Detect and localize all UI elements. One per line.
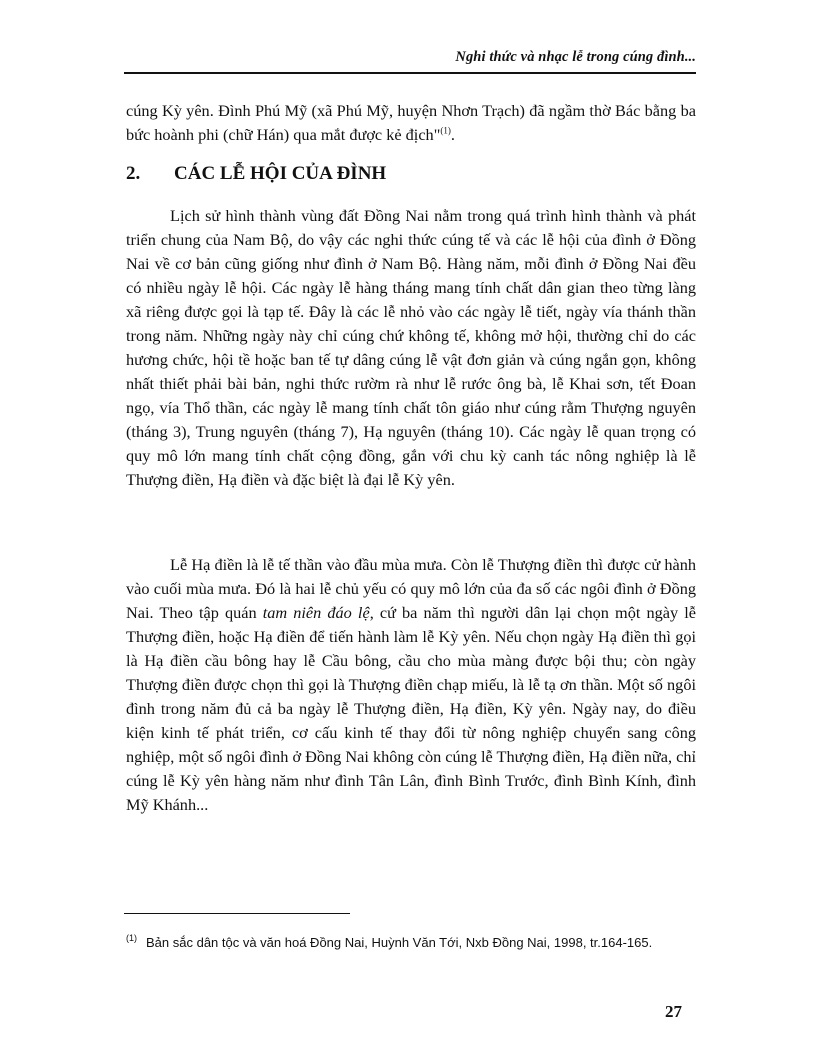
section-number: 2. <box>126 163 141 184</box>
footnote-mark: (1) <box>126 933 137 943</box>
paragraph-2-text-end: , cứ ba năm thì người dân lại chọn một ngày lễ Thượng điền, hoặc Hạ điền để tiến hành làm lễ Kỳ yên. Nếu chọn ngày Hạ điền thì gọi là Hạ điền cầu bông hay lễ Cầu bông, cầu cho mùa màng được bội thu; còn ngày Thượng điền được chọn thì gọi là Thượng điền chạp miếu, là lễ tạ ơn thần. Một số ngôi đình trong năm đủ cả ba ngày lễ Thượng điền, Hạ điền, Kỳ yên. Ngày nay, do điều kiện kinh tế phát triển, cơ cấu kinh tế thay đổi từ nông nghiệp chuyển sang công nghiệp, một số ngôi đình ở Đồng Nai không còn cúng lễ Thượng điền, Hạ điền nữa, chỉ cúng lễ Kỳ yên hàng năm như đình Tân Lân, đình Bình Trước, đình Bình Kính, đình Mỹ Khánh... <box>126 603 697 814</box>
section-title: CÁC LỄ HỘI CỦA ĐÌNH <box>174 163 387 184</box>
continued-text: cúng Kỳ yên. Đình Phú Mỹ (xã Phú Mỹ, huyện Nhơn Trạch) đã ngầm thờ Bác bằng ba bức hoành phi (chữ Hán) qua mắt được kẻ địch" <box>126 101 696 144</box>
paragraph-1 <box>126 204 696 492</box>
paragraph-1-text: Lịch sử hình thành vùng đất Đồng Nai nằm trong quá trình hình thành và phát triển chung của Nam Bộ, do vậy các nghi thức cúng tế và các lễ hội của đình ở Đồng Nai về cơ bản cũng giống như đình ở Nam Bộ. Hàng năm, mỗi đình ở Đồng Nai đều có nhiều ngày lễ hội. Các ngày lễ hàng tháng mang tính chất dân gian theo từng làng xã riêng được gọi là tạp tế. Đây là các lễ nhỏ vào các ngày lễ tiết, ngày vía thánh thần trong năm. Những ngày này chỉ cúng chứ không tế, không mở hội, thường chỉ do các hương chức, hội tề hoặc ban tế tự dâng cúng lễ vật đơn giản và cúng ngắn gọn, không nhất thiết phải bài bản, nghi thức rườm rà như lễ rước ông bà, lễ Khai sơn, tết Đoan ngọ, vía Thổ thần, các ngày lễ mang tính chất tôn giáo như cúng rằm Thượng nguyên (tháng 3), Trung nguyên (tháng 7), Hạ nguyên (tháng 10). Các ngày lễ quan trọng có quy mô lớn mang tính chất cộng đồng, gắn với chu kỳ canh tác nông nghiệp là lễ Thượng điền, Hạ điền và đặc biệt là đại lễ Kỳ yên. <box>126 206 696 489</box>
section-heading <box>126 163 386 185</box>
page-number: 27 <box>665 1002 682 1021</box>
continued-text-end: . <box>450 125 455 144</box>
paragraph-2-italic-term: tam niên đáo lệ <box>262 603 370 622</box>
paragraph-2 <box>126 553 696 817</box>
footnote <box>126 932 696 953</box>
header-rule <box>124 72 696 74</box>
footnote-text: Bản sắc dân tộc và văn hoá Đồng Nai, Huỳnh Văn Tới, Nxb Đồng Nai, 1998, tr.164-165. <box>146 935 653 950</box>
footnote-reference: (1) <box>440 125 451 136</box>
paragraph-2-text-start: Lễ Hạ điền là lễ tế thần vào đầu mùa mưa. Còn lễ Thượng điền thì được cử hành vào cuối mùa mưa. Đó là hai lễ chủ yếu có quy mô lớn của đa số các ngôi đình ở Đồng Nai. Theo tập quán <box>126 555 696 622</box>
running-header: Nghi thức và nhạc lễ trong cúng đình... <box>455 49 696 65</box>
footnote-rule <box>124 913 350 914</box>
continued-paragraph <box>126 99 696 147</box>
